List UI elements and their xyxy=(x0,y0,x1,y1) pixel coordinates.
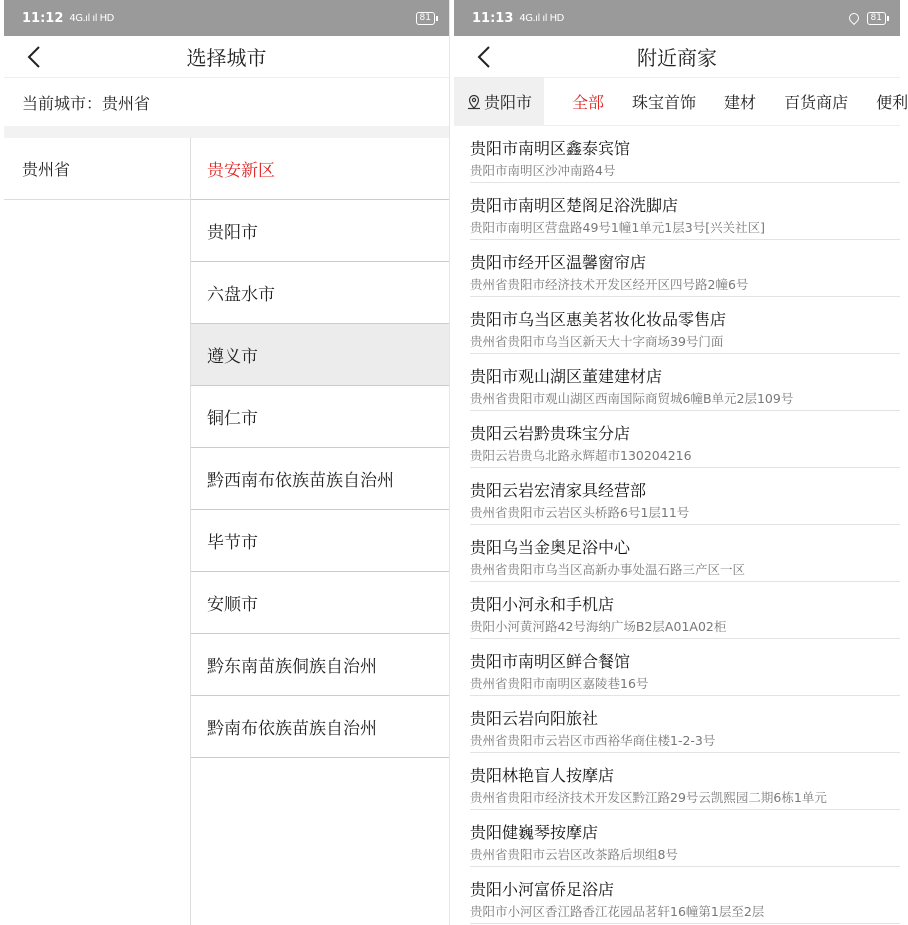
merchant-item[interactable] xyxy=(470,639,900,696)
category-tab[interactable]: 便利 xyxy=(876,93,908,112)
province-item[interactable]: 贵州省 xyxy=(4,138,190,200)
chevron-left-icon xyxy=(22,44,48,70)
merchant-item[interactable] xyxy=(470,354,900,411)
location-pin-icon xyxy=(466,94,482,110)
merchant-item[interactable] xyxy=(470,411,900,468)
divider xyxy=(4,126,449,138)
category-tab[interactable]: 建材 xyxy=(724,93,757,112)
merchant-address: 贵州省贵阳市乌当区高新办事处温石路三产区一区 xyxy=(470,562,746,577)
merchant-item[interactable] xyxy=(470,240,900,297)
merchant-name: 贵阳市南明区楚阁足浴洗脚店 xyxy=(470,196,679,215)
city-item[interactable]: 遵义市 xyxy=(191,324,449,386)
merchant-item[interactable] xyxy=(470,867,900,924)
category-tab-bar xyxy=(454,78,908,126)
merchant-address: 贵阳小河黄河路42号海纳广场B2层A01A02柜 xyxy=(470,619,727,634)
city-selector-tab[interactable] xyxy=(454,78,544,126)
nav-bar xyxy=(454,36,900,78)
merchant-address: 贵州省贵阳市云岩区改茶路后坝组8号 xyxy=(470,847,678,862)
battery-icon: 81 xyxy=(416,12,435,25)
merchant-name: 贵阳市南明区鲜合餐馆 xyxy=(470,652,631,671)
merchant-item[interactable] xyxy=(470,582,900,639)
merchant-name: 贵阳云岩向阳旅社 xyxy=(470,709,599,728)
status-time: 11:13 xyxy=(472,10,514,26)
merchant-address: 贵阳市南明区沙冲南路4号 xyxy=(470,163,616,178)
back-button[interactable] xyxy=(472,44,498,70)
category-tab[interactable]: 珠宝首饰 xyxy=(632,93,697,112)
battery-icon: 81 xyxy=(867,12,886,25)
city-tab-label: 贵阳市 xyxy=(484,93,533,112)
province-list xyxy=(4,138,190,200)
city-item[interactable]: 贵安新区 xyxy=(191,138,449,200)
city-item[interactable]: 六盘水市 xyxy=(191,262,449,324)
nearby-merchants-screen xyxy=(454,0,908,925)
merchant-address: 贵州省贵阳市云岩区市西裕华商住楼1-2-3号 xyxy=(470,733,716,748)
merchant-name: 贵阳小河永和手机店 xyxy=(470,595,615,614)
merchant-name: 贵阳市南明区鑫泰宾馆 xyxy=(470,139,631,158)
merchant-address: 贵阳云岩贵乌北路永辉超市130204216 xyxy=(470,448,692,463)
page-title: 附近商家 xyxy=(637,46,717,70)
merchant-address: 贵州省贵阳市南明区嘉陵巷16号 xyxy=(470,676,649,691)
merchant-item[interactable] xyxy=(470,525,900,582)
city-item[interactable]: 黔西南布依族苗族自治州 xyxy=(191,448,449,510)
merchant-name: 贵阳云岩宏清家具经营部 xyxy=(470,481,647,500)
chevron-left-icon xyxy=(472,44,498,70)
city-item[interactable]: 毕节市 xyxy=(191,510,449,572)
merchant-address: 贵州省贵阳市经济技术开发区经开区四号路2幢6号 xyxy=(470,277,749,292)
page-title: 选择城市 xyxy=(186,46,267,70)
signal-icon: 4G.ıl ıl HD xyxy=(69,12,114,24)
location-icon xyxy=(846,11,860,25)
merchant-name: 贵阳市乌当区惠美茗妆化妆品零售店 xyxy=(470,310,727,329)
merchant-address: 贵州省贵阳市乌当区新天大十字商场39号门面 xyxy=(470,334,724,349)
merchant-address: 贵阳市南明区营盘路49号1幢1单元1层3号[兴关社区] xyxy=(470,220,765,235)
status-bar xyxy=(4,0,449,36)
status-time: 11:12 xyxy=(22,10,64,26)
merchant-address: 贵州省贵阳市观山湖区西南国际商贸城6幢B单元2层109号 xyxy=(470,391,794,406)
merchant-list xyxy=(454,126,900,924)
status-bar xyxy=(454,0,900,36)
merchant-address: 贵阳市小河区香江路香江花园品茗轩16幢第1层至2层 xyxy=(470,904,765,919)
back-button[interactable] xyxy=(22,44,48,70)
city-item[interactable]: 黔南布依族苗族自治州 xyxy=(191,696,449,758)
signal-icon: 4G.ıl ıl HD xyxy=(519,12,564,24)
merchant-name: 贵阳健巍琴按摩店 xyxy=(470,823,599,842)
merchant-name: 贵阳乌当金奥足浴中心 xyxy=(470,538,631,557)
current-city-label: 当前城市：贵州省 xyxy=(22,93,151,113)
merchant-name: 贵阳市观山湖区董建建材店 xyxy=(470,367,663,386)
category-tab[interactable]: 全部 xyxy=(572,93,605,112)
merchant-address: 贵州省贵阳市经济技术开发区黔江路29号云凯熙园二期6栋1单元 xyxy=(470,790,827,805)
merchant-item[interactable] xyxy=(470,126,900,183)
merchant-item[interactable] xyxy=(470,468,900,525)
merchant-item[interactable] xyxy=(470,297,900,354)
merchant-item[interactable] xyxy=(470,753,900,810)
merchant-item[interactable] xyxy=(470,810,900,867)
nav-bar xyxy=(4,36,449,78)
merchant-item[interactable] xyxy=(470,696,900,753)
merchant-name: 贵阳市经开区温馨窗帘店 xyxy=(470,253,647,272)
select-city-screen xyxy=(4,0,450,925)
city-item[interactable]: 铜仁市 xyxy=(191,386,449,448)
merchant-name: 贵阳小河富侨足浴店 xyxy=(470,880,615,899)
merchant-name: 贵阳云岩黔贵珠宝分店 xyxy=(470,424,631,443)
merchant-name: 贵阳林艳盲人按摩店 xyxy=(470,766,615,785)
category-tab[interactable]: 百货商店 xyxy=(784,93,849,112)
merchant-address: 贵州省贵阳市云岩区头桥路6号1层11号 xyxy=(470,505,690,520)
city-list xyxy=(190,138,449,925)
merchant-item[interactable] xyxy=(470,183,900,240)
city-item[interactable]: 贵阳市 xyxy=(191,200,449,262)
city-item[interactable]: 安顺市 xyxy=(191,572,449,634)
city-item[interactable]: 黔东南苗族侗族自治州 xyxy=(191,634,449,696)
